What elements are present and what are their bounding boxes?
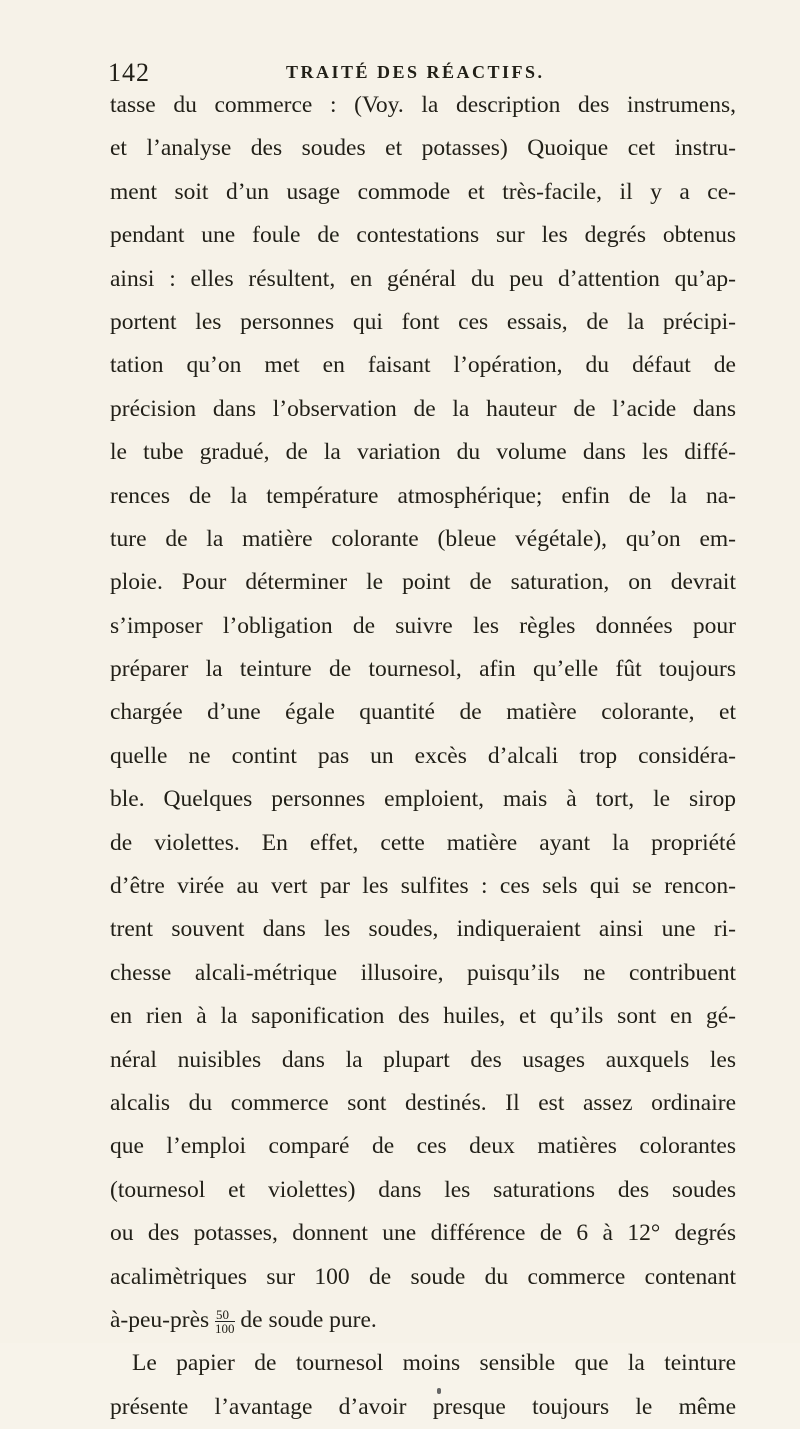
text-line: alcalis du commerce sont destinés. Il est assez ordinaire bbox=[110, 1089, 736, 1116]
fraction-numerator: 50 bbox=[215, 1308, 235, 1322]
text-line: d’être virée au vert par les sulfites : ces sels qui se rencon- bbox=[110, 873, 736, 900]
text-line: ou des potasses, donnent une différence de 6 à 12° degrés bbox=[110, 1220, 736, 1247]
text-line: préparer la teinture de tournesol, afin qu’elle fût toujours bbox=[110, 656, 736, 683]
text-line: chargée d’une égale quantité de matière colorante, et bbox=[110, 699, 736, 726]
text-line: ment soit d’un usage commode et très-facile, il y a ce- bbox=[110, 178, 736, 205]
text-line: et l’analyse des soudes et potasses) Quoique cet instru- bbox=[110, 135, 736, 162]
text-line: ble. Quelques personnes emploient, mais à tort, le sirop bbox=[110, 786, 736, 813]
text-line: ploie. Pour déterminer le point de saturation, on devrait bbox=[110, 569, 736, 596]
text-line: ture de la matière colorante (bleue végétale), qu’on em- bbox=[110, 525, 736, 552]
text-line: présente l’avantage d’avoir presque toujours le même bbox=[110, 1393, 736, 1420]
text-line: (tournesol et violettes) dans les saturations des soudes bbox=[110, 1176, 736, 1203]
text-line: le tube gradué, de la variation du volume dans les diffé- bbox=[110, 439, 736, 466]
fraction-before: à-peu-près bbox=[110, 1306, 216, 1333]
text-line: acalimètriques sur 100 de soude du commerce contenant bbox=[110, 1263, 736, 1290]
body-text bbox=[110, 84, 736, 1429]
text-line-fraction bbox=[110, 1299, 736, 1342]
text-line: ainsi : elles résultent, en général du peu d’attention qu’ap- bbox=[110, 265, 736, 292]
text-line: que l’emploi comparé de ces deux matières colorantes bbox=[110, 1133, 736, 1160]
ink-speck bbox=[437, 1388, 441, 1394]
fraction-denominator: 100 bbox=[215, 1321, 235, 1337]
text-line: néral nuisibles dans la plupart des usages auxquels les bbox=[110, 1046, 736, 1073]
text-line: s’imposer l’obligation de suivre les règles données pour bbox=[110, 612, 736, 639]
text-line: quelle ne contint pas un excès d’alcali trop considéra- bbox=[110, 742, 736, 769]
text-line: chesse alcali-métrique illusoire, puisqu’ils ne contribuent bbox=[110, 959, 736, 986]
text-line: en rien à la saponification des huiles, et qu’ils sont en gé- bbox=[110, 1003, 736, 1030]
fraction bbox=[215, 1308, 235, 1335]
page-number: 142 bbox=[108, 58, 150, 87]
text-line: tasse du commerce : (Voy. la description des instrumens, bbox=[110, 92, 736, 118]
text-line: trent souvent dans les soudes, indiqueraient ainsi une ri- bbox=[110, 916, 736, 943]
text-line: tation qu’on met en faisant l’opération, du défaut de bbox=[110, 352, 736, 379]
text-line: pendant une foule de contestations sur les degrés obtenus bbox=[110, 222, 736, 249]
text-line: rences de la température atmosphérique; enfin de la na- bbox=[110, 482, 736, 509]
running-title: TRAITÉ DES RÉACTIFS. bbox=[286, 62, 545, 82]
text-line: précision dans l’observation de la hauteur de l’acide dans bbox=[110, 395, 736, 422]
text-line: Le papier de tournesol moins sensible que la teinture bbox=[132, 1350, 736, 1377]
text-line: portent les personnes qui font ces essais, de la précipi- bbox=[110, 308, 736, 335]
fraction-after: de soude pure. bbox=[234, 1306, 377, 1333]
text-line: de violettes. En effet, cette matière ayant la propriété bbox=[110, 829, 736, 856]
